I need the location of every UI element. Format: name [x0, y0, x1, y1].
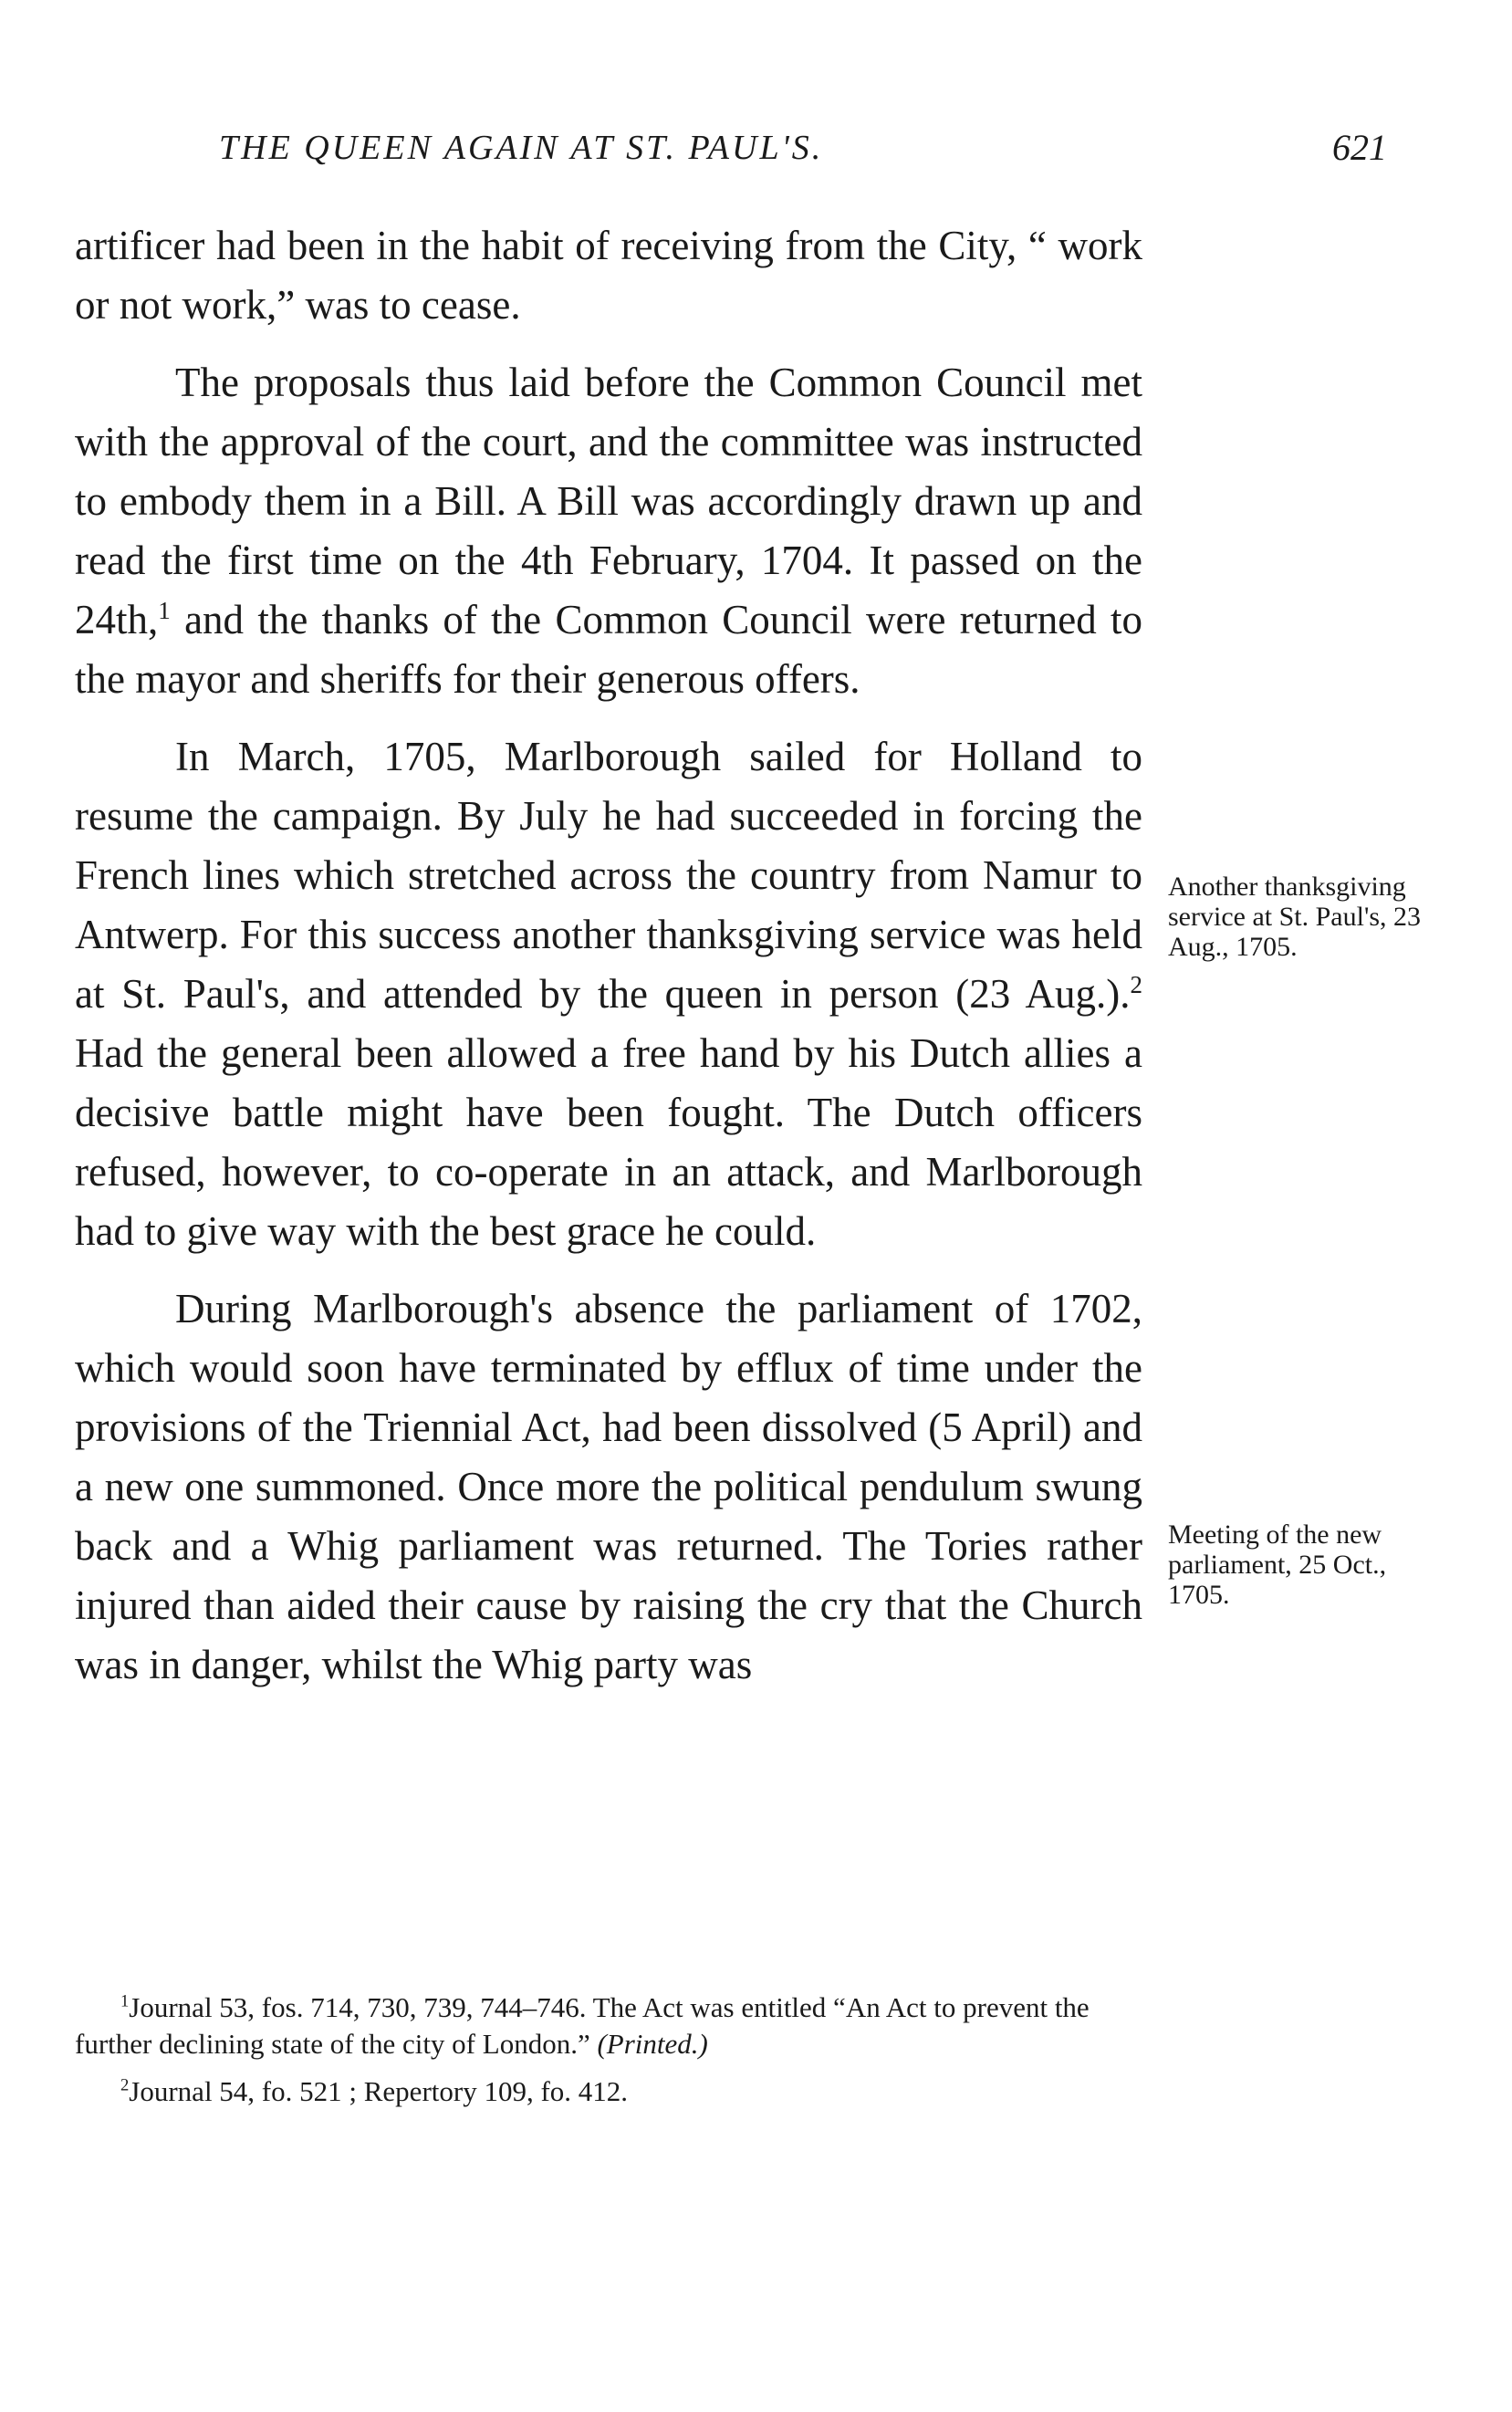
- margin-note: Meeting of the new parliament, 25 Oct., 1705.: [1168, 1519, 1387, 1610]
- paragraph: [75, 353, 1142, 709]
- paragraph: [75, 727, 1142, 1261]
- footnote-marker: 2: [1130, 971, 1142, 998]
- paragraph: During Marlborough's absence the parliament of 1702, which would soon have terminated by efflux of time under the provisions of the Triennial Act, had been dissolved (5 April) and a new one summoned. Once more the political pendulum swung back and a Whig parliament was returned. The Tories rather injured than aided their cause by raising the cry that the Church was in danger, whilst the Whig party was: [75, 1286, 1142, 1687]
- footnotes: [75, 1989, 1142, 2110]
- footnote-text: Journal 54, fo. 521 ; Repertory 109, fo. 412.: [129, 2075, 629, 2107]
- footnote-marker: 1: [158, 597, 171, 624]
- paragraph-text: In March, 1705, Marlborough sailed for Holland to resume the campaign. By July he had succeeded in forcing the French lines which stretched across the country from Namur to Antwerp. For this success another thanksgiving service was held at St. Paul's, and attended by the queen in person (23 Aug.).: [75, 734, 1142, 1017]
- paragraph: artificer had been in the habit of receiving from the City, “ work or not work,” was to cease.: [75, 223, 1142, 328]
- footnote: [75, 1989, 1142, 2062]
- margin-note: Another thanksgiving service at St. Paul's, 23 Aug., 1705.: [1168, 872, 1422, 962]
- running-head: THE QUEEN AGAIN AT ST. PAUL'S.: [219, 129, 824, 167]
- paragraph-text: The proposals thus laid before the Common Council met with the approval of the court, and the committee was instructed to embody them in a Bill. A Bill was accordingly drawn up and read the first time on the 4th February, 1704. It passed on the 24th,: [75, 360, 1142, 642]
- footnote-text: Journal 53, fos. 714, 730, 739, 744–746. The Act was entitled “An Act to prevent the further declining state of the city of London.”: [75, 1991, 1090, 2060]
- footnote-italic-text: (Printed.): [597, 2028, 708, 2060]
- footnote: [75, 2073, 1142, 2110]
- paragraph-text: and the thanks of the Common Council were returned to the mayor and sheriffs for their generous offers.: [75, 597, 1142, 702]
- body-text: [75, 216, 1142, 1695]
- footnote-number: 2: [120, 2075, 130, 2095]
- footnote-number: 1: [120, 1991, 130, 2011]
- paragraph-text: Had the general been allowed a free hand by his Dutch allies a decisive battle might have been fought. The Dutch officers refused, however, to co-operate in an attack, and Marlborough had to give way with the best grace he could.: [75, 1030, 1142, 1254]
- page-number: 621: [1332, 127, 1387, 168]
